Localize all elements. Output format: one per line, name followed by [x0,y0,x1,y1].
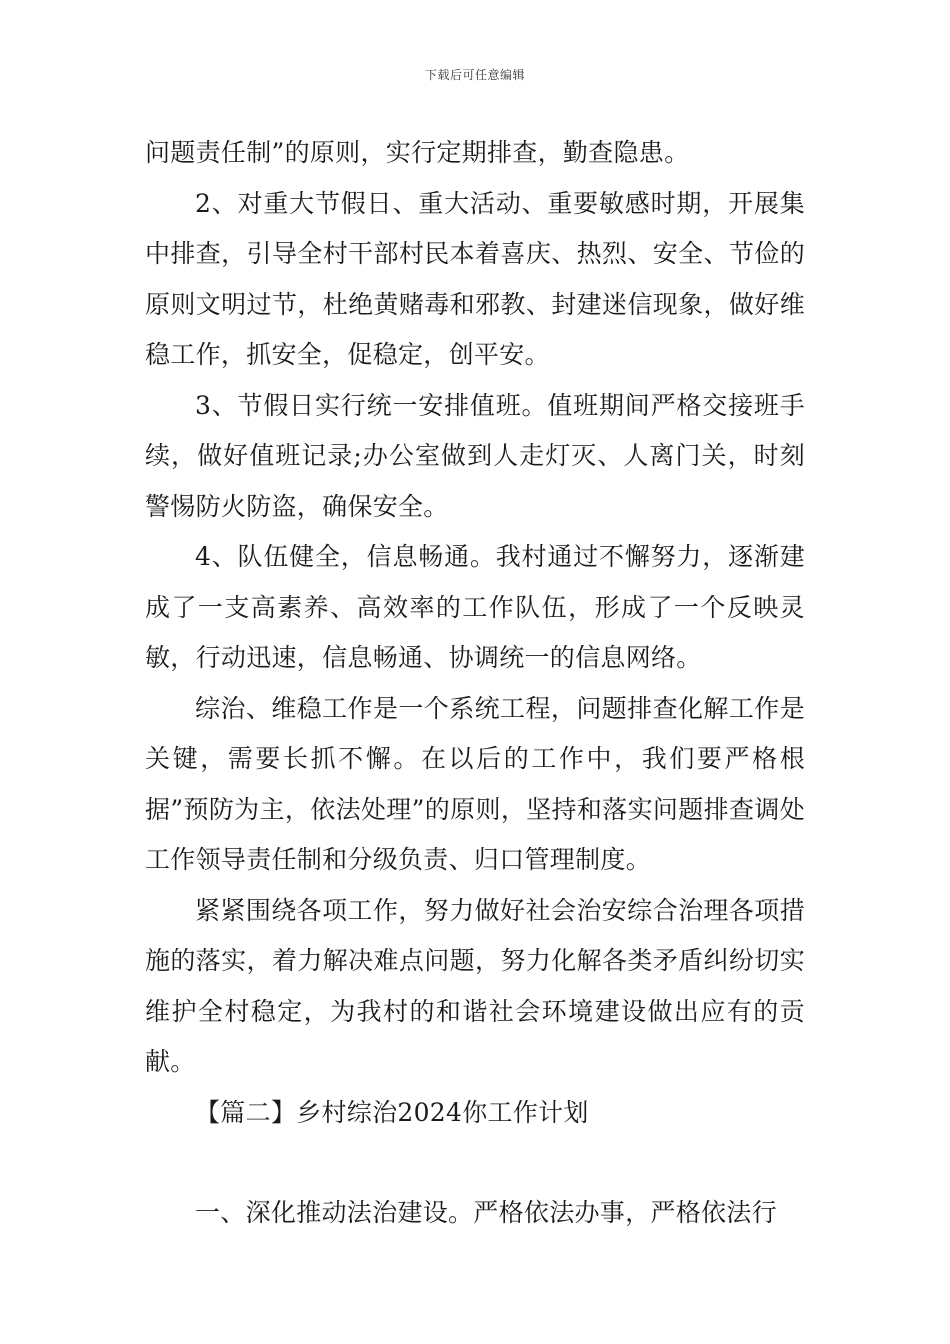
section-title: 【篇二】乡村综治2024你工作计划 [195,1097,589,1127]
paragraph-section-one: 一、深化推动法治建设。严格依法办事，严格依法行 [195,1198,777,1227]
paragraph-continued: 问题责任制”的原则，实行定期排查，勤查隐患。 [145,138,690,167]
paragraph-item-3: 3、节假日实行统一安排值班。值班期间严格交接班手续，做好值班记录;办公室做到人走灯灭、人离门关，时刻警惕防火防盗，确保安全。 [145,390,805,521]
paragraph-item-4: 4、队伍健全，信息畅通。我村通过不懈努力，逐渐建成了一支高素养、高效率的工作队伍，形成了一个反映灵敏，行动迅速，信息畅通、协调统一的信息网络。 [145,542,805,672]
paragraph-summary: 综治、维稳工作是一个系统工程，问题排查化解工作是关键，需要长抓不懈。在以后的工作中，我们要严格根据”预防为主，依法处理”的原则，坚持和落实问题排查调处工作领导责任制和分级负责、归口管理制度。 [145,693,805,874]
document-body [145,128,805,1239]
paragraph-item-2: 2、对重大节假日、重大活动、重要敏感时期，开展集中排查，引导全村干部村民本着喜庆、热烈、安全、节俭的原则文明过节，杜绝黄赌毒和邪教、封建迷信现象，做好维稳工作，抓安全，促稳定，创平安。 [145,188,805,369]
page-header: 下载后可任意编辑 [424,68,525,82]
paragraph-closing: 紧紧围绕各项工作，努力做好社会治安综合治理各项措施的落实，着力解决难点问题，努力化解各类矛盾纠纷切实维护全村稳定，为我村的和谐社会环境建设做出应有的贡献。 [145,895,805,1076]
